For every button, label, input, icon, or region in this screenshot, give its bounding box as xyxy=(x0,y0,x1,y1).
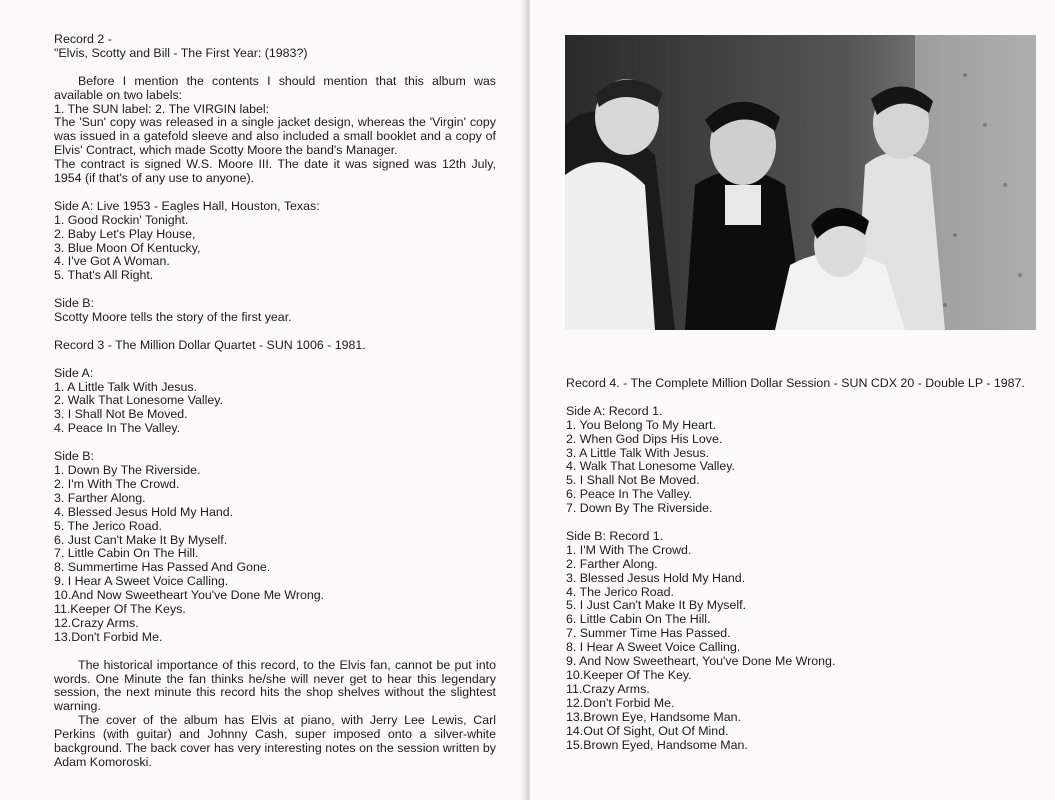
labels-list: 1. The SUN label: 2. The VIRGIN label: xyxy=(54,101,270,116)
list-item: 10.Keeper Of The Key. xyxy=(566,668,692,682)
labels-intro: Before I mention the contents I should mention that this album was available on two labels: xyxy=(54,73,496,102)
left-page xyxy=(0,0,526,800)
band-photo-image xyxy=(565,35,1036,330)
right-page xyxy=(530,0,1055,800)
side-b-heading: Side B: xyxy=(54,296,94,311)
list-item: 6. Little Cabin On The Hill. xyxy=(566,612,711,627)
list-item: 6. Peace In The Valley. xyxy=(566,487,693,502)
para-importance: The historical importance of this record, to the Elvis fan, cannot be put into words. One Minute the fan thinks he/she will never get to hear this legendary session, the next minute this record hits the shop shelves without the slightest warning. xyxy=(54,657,496,714)
list-item: 1. Good Rockin' Tonight. xyxy=(54,212,189,227)
list-item: 2. I'm With The Crowd. xyxy=(54,476,180,491)
r3-side-a-track-list xyxy=(54,381,496,437)
list-item: 6. Just Can't Make It By Myself. xyxy=(54,532,228,547)
band-photo xyxy=(565,35,1036,330)
list-item: 11.Keeper Of The Keys. xyxy=(54,602,186,617)
r4-side-b-heading: Side B: Record 1. xyxy=(566,528,664,543)
list-item: 14.Out Of Sight, Out Of Mind. xyxy=(566,723,729,738)
list-item: 7. Down By The Riverside. xyxy=(566,501,713,516)
record2-heading: Record 2 - xyxy=(54,32,112,46)
list-item: 7. Little Cabin On The Hill. xyxy=(54,546,199,561)
list-item: 13.Brown Eye, Handsome Man. xyxy=(566,709,741,724)
list-item: 4. Peace In The Valley. xyxy=(54,421,181,436)
list-item: 3. A Little Talk With Jesus. xyxy=(566,445,710,460)
list-item: 1. I'M With The Crowd. xyxy=(566,542,692,557)
labels-desc-1: The 'Sun' copy was released in a single jacket design, whereas the 'Virgin' copy was issued in a gatefold sleeve and also included a small booklet and a copy of Elvis' Contract, which made Scotty Moore the band's Manager. xyxy=(54,115,496,158)
record4-heading: Record 4. - The Complete Million Dollar Session - SUN CDX 20 - Double LP - 1987. xyxy=(566,376,1025,390)
record3-heading: Record 3 - The Million Dollar Quartet - SUN 1006 - 1981. xyxy=(54,337,366,352)
list-item: 5. That's All Right. xyxy=(54,268,154,283)
r4-side-a-track-list xyxy=(566,419,1026,516)
list-item: 12.Crazy Arms. xyxy=(54,615,139,630)
list-item: 11.Crazy Arms. xyxy=(566,681,650,696)
side-a-track-list xyxy=(54,214,496,284)
list-item: 2. Baby Let's Play House, xyxy=(54,226,196,241)
list-item: 5. I Shall Not Be Moved. xyxy=(566,473,700,488)
list-item: 2. Walk That Lonesome Valley. xyxy=(54,393,223,408)
list-item: 2. Farther Along. xyxy=(566,556,658,571)
side-b-text: Scotty Moore tells the story of the first year. xyxy=(54,310,292,325)
right-text-column xyxy=(566,377,1026,752)
left-text-column xyxy=(54,33,496,770)
list-item: 1. A Little Talk With Jesus. xyxy=(54,379,198,394)
list-item: 4. I've Got A Woman. xyxy=(54,254,170,269)
r4-side-a-heading: Side A: Record 1. xyxy=(566,403,663,418)
list-item: 4. Blessed Jesus Hold My Hand. xyxy=(54,504,234,519)
list-item: 7. Summer Time Has Passed. xyxy=(566,626,731,641)
list-item: 3. Farther Along. xyxy=(54,490,146,505)
list-item: 10.And Now Sweetheart You've Done Me Wrong. xyxy=(54,588,325,603)
list-item: 5. I Just Can't Make It By Myself. xyxy=(566,598,747,613)
list-item: 8. Summertime Has Passed And Gone. xyxy=(54,560,271,575)
list-item: 12.Don't Forbid Me. xyxy=(566,695,675,710)
list-item: 1. Down By The Riverside. xyxy=(54,463,201,477)
list-item: 3. Blessed Jesus Hold My Hand. xyxy=(566,570,746,585)
list-item: 1. You Belong To My Heart. xyxy=(566,417,716,432)
list-item: 3. I Shall Not Be Moved. xyxy=(54,407,188,422)
r3-side-a-heading: Side A: xyxy=(54,365,94,380)
side-a-heading: Side A: Live 1953 - Eagles Hall, Houston, Texas: xyxy=(54,198,320,213)
list-item: 9. I Hear A Sweet Voice Calling. xyxy=(54,574,229,589)
list-item: 4. Walk That Lonesome Valley. xyxy=(566,459,735,474)
list-item: 3. Blue Moon Of Kentucky, xyxy=(54,240,201,255)
r4-side-b-track-list xyxy=(566,544,1026,753)
record2-title: "Elvis, Scotty and Bill - The First Year: (1983?) xyxy=(54,45,308,60)
list-item: 9. And Now Sweetheart, You've Done Me Wrong. xyxy=(566,654,836,669)
list-item: 13.Don't Forbid Me. xyxy=(54,629,163,644)
list-item: 4. The Jerico Road. xyxy=(566,584,674,599)
labels-desc-2: The contract is signed W.S. Moore III. The date it was signed was 12th July, 1954 (if that's of any use to anyone). xyxy=(54,157,496,186)
list-item: 5. The Jerico Road. xyxy=(54,518,162,533)
para-cover: The cover of the album has Elvis at piano, with Jerry Lee Lewis, Carl Perkins (with guitar) and Johnny Cash, super imposed onto a silver-white background. The back cover has very interesting notes on the session written by Adam Komoroski. xyxy=(54,713,496,770)
list-item: 15.Brown Eyed, Handsome Man. xyxy=(566,737,748,752)
r3-side-b-heading: Side B: xyxy=(54,449,94,464)
list-item: 8. I Hear A Sweet Voice Calling. xyxy=(566,640,741,655)
r3-side-b-track-list xyxy=(54,464,496,645)
list-item: 2. When God Dips His Love. xyxy=(566,431,723,446)
